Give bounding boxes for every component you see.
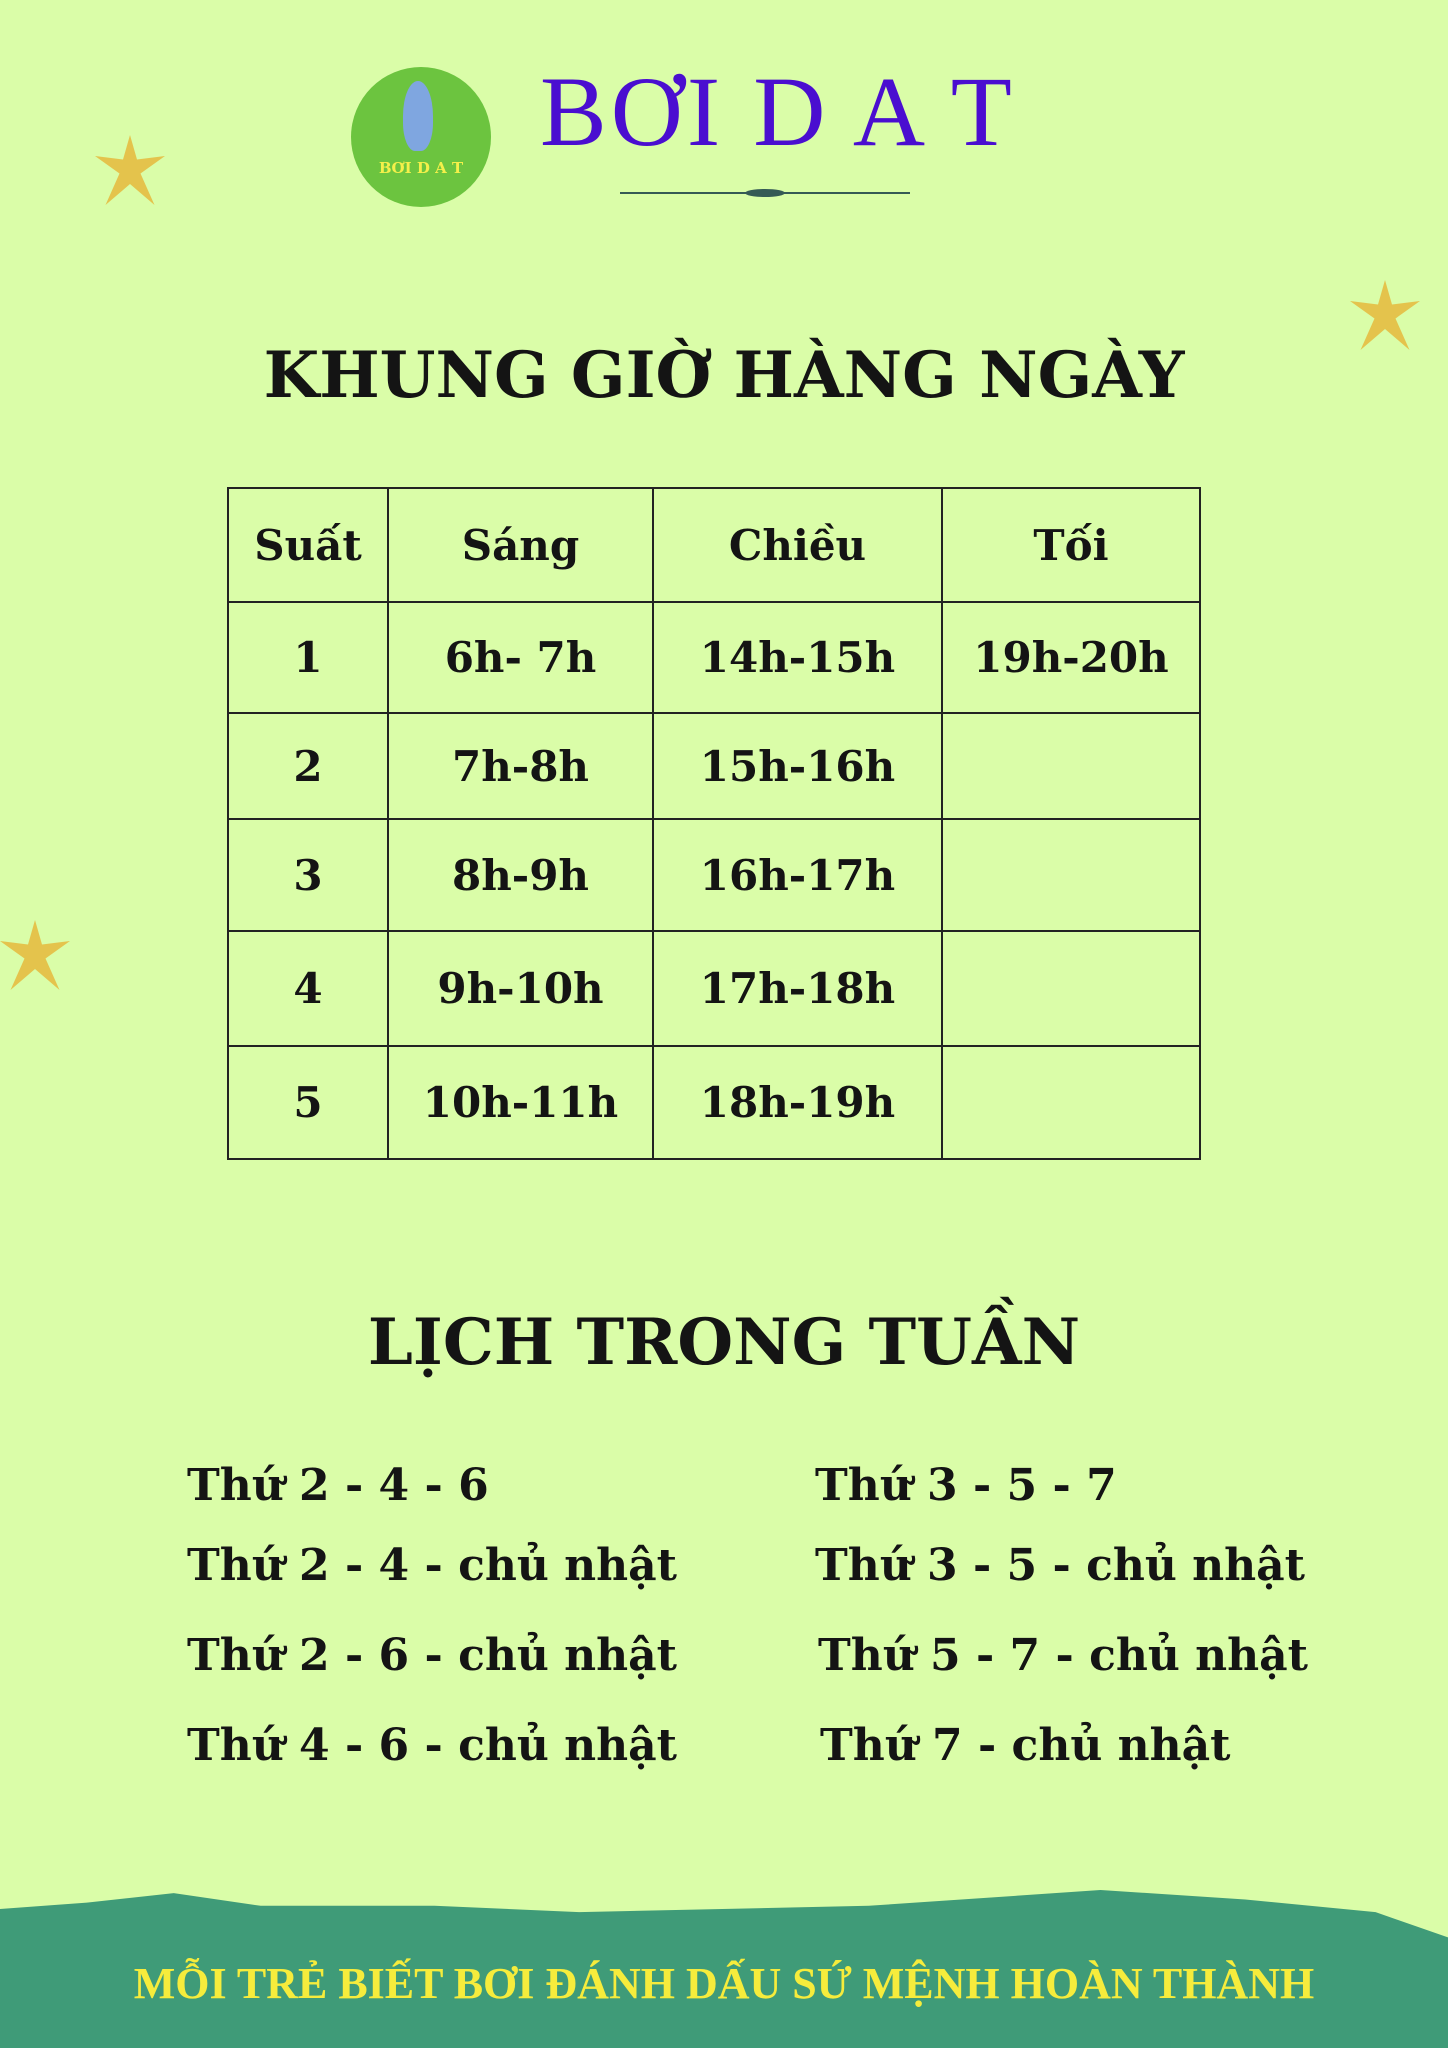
table-row xyxy=(228,1046,1200,1159)
column-header: Sáng xyxy=(388,488,653,602)
table-cell xyxy=(942,819,1200,931)
column-header: Suất xyxy=(228,488,388,602)
weekly-heading: LỊCH TRONG TUẦN xyxy=(367,1305,1081,1380)
schedule-option: Thứ 2 - 4 - chủ nhật xyxy=(187,1540,677,1591)
table-cell: 10h-11h xyxy=(388,1046,653,1159)
table-cell: 6h- 7h xyxy=(388,602,653,713)
table-cell: 5 xyxy=(228,1046,388,1159)
table-cell: 4 xyxy=(228,931,388,1046)
schedule-option: Thứ 4 - 6 - chủ nhật xyxy=(187,1720,677,1771)
schedule-option: Thứ 3 - 5 - chủ nhật xyxy=(815,1540,1305,1591)
column-header: Chiều xyxy=(653,488,942,602)
logo xyxy=(351,67,491,207)
column-header: Tối xyxy=(942,488,1200,602)
table-cell: 16h-17h xyxy=(653,819,942,931)
table-row xyxy=(228,713,1200,819)
table-cell: 2 xyxy=(228,713,388,819)
table-row xyxy=(228,602,1200,713)
table-cell: 7h-8h xyxy=(388,713,653,819)
table-cell: 8h-9h xyxy=(388,819,653,931)
brand-title: BƠI D A T xyxy=(540,56,1016,167)
table-cell: 18h-19h xyxy=(653,1046,942,1159)
table-cell: 15h-16h xyxy=(653,713,942,819)
gold-leaf-decoration xyxy=(0,920,70,990)
schedule-option: Thứ 5 - 7 - chủ nhật xyxy=(818,1630,1308,1681)
footer-slogan: MỖI TRẺ BIẾT BƠI ĐÁNH DẤU SỨ MỆNH HOÀN THÀNH xyxy=(133,1959,1315,2008)
table-cell: 3 xyxy=(228,819,388,931)
schedule-option: Thứ 2 - 6 - chủ nhật xyxy=(187,1630,677,1681)
logo-text: BƠI D A T xyxy=(378,159,464,177)
schedule-option: Thứ 3 - 5 - 7 xyxy=(815,1460,1117,1511)
table-cell: 17h-18h xyxy=(653,931,942,1046)
schedule-option: Thứ 7 - chủ nhật xyxy=(820,1720,1231,1771)
table-cell: 9h-10h xyxy=(388,931,653,1046)
table-row xyxy=(228,931,1200,1046)
table-cell xyxy=(942,931,1200,1046)
table-header-row xyxy=(228,488,1200,602)
table-cell xyxy=(942,713,1200,819)
daily-heading: KHUNG GIỜ HÀNG NGÀY xyxy=(263,338,1185,413)
table-cell: 1 xyxy=(228,602,388,713)
divider xyxy=(620,192,910,194)
table-cell: 14h-15h xyxy=(653,602,942,713)
gold-leaf-decoration xyxy=(95,135,165,205)
schedule-option: Thứ 2 - 4 - 6 xyxy=(187,1460,489,1511)
table-cell xyxy=(942,1046,1200,1159)
table-cell: 19h-20h xyxy=(942,602,1200,713)
table-row xyxy=(228,819,1200,931)
daily-schedule-table xyxy=(227,487,1201,1160)
dolphin-icon xyxy=(403,81,433,151)
